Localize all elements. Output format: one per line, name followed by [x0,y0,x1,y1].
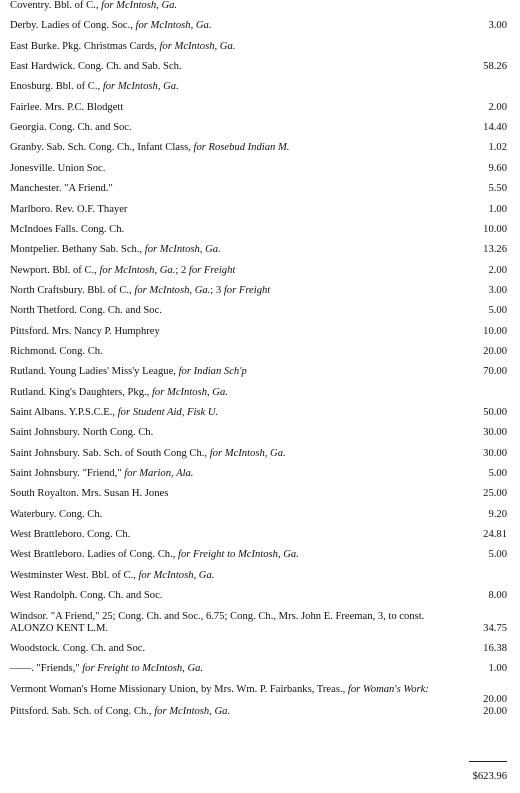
entry-italic-text: for McIntosh, Ga. [134,284,211,296]
entry-plain-text: Newport. Bbl. of C., [10,264,100,276]
entry-description [10,427,448,439]
entry-row [10,468,507,480]
entry-description [10,102,448,114]
entry-row [10,305,507,317]
entry-description [10,549,448,561]
entry-plain-text: Derby. Ladies of Cong. Soc., [10,20,136,32]
entry-amount: 9.60 [488,162,507,174]
entry-plain-text: Granby. Sab. Sch. Cong. Ch., Infant Class, [10,142,194,154]
entry-row [10,570,507,582]
entry-italic-text: for Student Aid, Fisk U. [117,407,219,418]
entry-plain-text: ——. "Friends," [10,663,83,675]
entry-description [10,0,448,12]
entry-plain-text: Manchester. "A Friend." [10,183,113,195]
entry-row [10,427,507,439]
entry-plain-text: North Thetford. Cong. Ch. and Soc. [10,305,162,317]
entry-plain-text: Coventry. Bbl. of C., [10,0,102,11]
entry-amount: 16.38 [483,642,507,654]
entry-amount: 2.00 [488,264,507,276]
entry-row [10,611,507,635]
entry-plain-text: Westminster West. Bbl. of C., [10,569,139,581]
entry-description [10,468,448,480]
entry-description [10,590,448,602]
entry-row [10,183,507,195]
entry-italic-text: for Rosebud Indian M. [193,142,290,154]
entry-description [10,387,448,399]
entry-plain-text: Rutland. Young Ladies' Miss'y League, [10,366,179,378]
pittsford-amount-1: 20.00 [483,693,507,705]
entry-amount: 13.26 [483,244,507,256]
entry-plain-text: Waterbury. Cong. Ch. [10,508,103,520]
entry-description [10,285,448,297]
entry-italic-text: for Freight to McIntosh, Ga. [82,663,204,675]
entry-description [10,163,448,175]
entry-description [10,509,448,521]
entry-amount: 58.26 [483,61,507,73]
entry-plain-text: Saint Albans. Y.P.S.C.E., [10,407,118,418]
entry-plain-text: Woodstock. Cong. Ch. and Soc. [10,642,146,654]
entry-description [10,61,448,73]
entry-plain-text: East Hardwick. Cong. Ch. and Sab. Sch. [10,61,182,73]
entry-amount: 70.00 [483,366,507,378]
entry-row [10,643,507,655]
entry-description [10,305,448,317]
entry-plain-text: Rutland. King's Daughters, Pkg., [10,386,152,398]
entry-plain-text: Saint Johnsbury. North Cong. Ch. [10,427,154,439]
entry-description [10,224,448,236]
entry-plain-text: Windsor. "A Friend," 25; Cong. Ch. and Soc., 6.75; Cong. Ch., Mrs. John E. Freeman, 3, to const. ALONZO KENT L.M. [10,610,425,634]
entry-italic-text: for McIntosh, Ga. [144,244,221,256]
entry-italic-text: for McIntosh, Ga. [138,569,215,581]
entry-plain-text: Enosburg. Bbl. of C., [10,81,103,93]
entry-description [10,142,448,154]
entry-amount: 5.00 [488,468,507,480]
union-italic: for Woman's Work: [347,683,429,695]
entry-amount: 50.00 [483,407,507,418]
entry-description [10,570,448,582]
entry-plain-text: Marlboro. Rev. O.F. Thayer [10,203,128,215]
entry-amount: 30.00 [483,427,507,439]
entry-description [10,41,448,53]
entry-description [10,488,448,500]
entry-italic-text: for Indian Sch'p [178,366,247,378]
entry-italic-text: for McIntosh, Ga. [135,20,212,32]
union-plain: Vermont Woman's Home Missionary Union, by Mrs. Wm. P. Fairbanks, Treas., [10,683,348,695]
entry-plain-text: West Brattleboro. Cong. Ch. [10,529,131,541]
entry-italic-text: for McIntosh, Ga. [102,81,179,93]
total-rule [469,761,507,762]
entry-row [10,204,507,216]
entry-amount: 25.00 [483,488,507,500]
union-description [10,684,448,696]
entry-plain-text: Pittsford. Mrs. Nancy P. Humphrey [10,325,160,337]
entry-description [10,366,448,378]
pittsford-description [10,706,448,718]
entry-row [10,488,507,500]
entry-plain-text: South Royalton. Mrs. Susan H. Jones [10,488,169,500]
entry-description [10,529,448,541]
pittsford-italic: for McIntosh, Ga. [154,705,231,717]
entry-description [10,244,448,256]
entry-plain-text: West Randolph. Cong. Ch. and Soc. [10,590,163,602]
entry-italic-text: for Marion, Ala. [124,468,194,480]
entry-description [10,265,448,277]
entry-row [10,0,507,12]
entry-row [10,163,507,175]
entry-row [10,387,507,399]
entry-description [10,183,448,195]
entry-description [10,81,448,93]
entry-amount: 5.00 [488,549,507,561]
entry-amount: 3.00 [488,284,507,296]
entry-plain-text: West Brattleboro. Ladies of Cong. Ch., [10,549,179,561]
entry-amount: 5.50 [488,183,507,195]
entry-amount: 20.00 [483,345,507,357]
entry-description [10,643,448,655]
entry-amount: 30.00 [483,447,507,459]
entry-amount: 1.02 [488,142,507,154]
entry-plain-text: Richmond. Cong. Ch. [10,345,103,357]
entry-row [10,590,507,602]
entry-row [10,122,507,134]
entry-amount: 10.00 [483,223,507,235]
entry-amount: 10.00 [483,325,507,337]
entry-row [10,407,507,419]
entry-tail-text: ; 2 [175,264,189,276]
pittsford-entry [10,693,507,718]
entry-plain-text: North Craftsbury. Bbl. of C., [10,284,135,296]
entry-italic-text-2: for Freight [188,264,236,276]
entry-description [10,407,448,419]
entry-plain-text: Fairlee. Mrs. P.C. Blodgett [10,101,124,113]
entry-amount: 3.00 [488,20,507,32]
pittsford-amount-2: 20.00 [483,705,507,717]
entry-italic-text: for McIntosh, Ga. [99,264,176,276]
entry-italic-text: for McIntosh, Ga. [151,386,228,398]
entry-description [10,204,448,216]
entry-italic-text: for McIntosh, Ga. [101,0,178,11]
entry-amount: 1.00 [488,663,507,675]
entry-row [10,366,507,378]
entry-plain-text: Montpelier. Bethany Sab. Sch., [10,244,145,256]
entry-row [10,224,507,236]
entry-description [10,663,448,675]
entry-amount: 14.40 [483,122,507,134]
entry-row [10,326,507,338]
entry-description [10,326,448,338]
entry-description [10,122,448,134]
entry-description [10,611,448,635]
entry-italic-text-2: for Freight [223,284,271,296]
entry-plain-text: East Burke. Pkg. Christmas Cards, [10,40,160,52]
entry-row [10,41,507,53]
pittsford-amounts [483,694,507,718]
entry-amount: 9.20 [488,508,507,520]
entry-row [10,102,507,114]
entry-amount: 5.00 [488,305,507,317]
entry-row [10,529,507,541]
entry-amount: 24.81 [483,529,507,541]
entry-italic-text: for Freight to McIntosh, Ga. [178,549,299,561]
entry-italic-text: for McIntosh, Ga. [159,40,236,52]
entry-row [10,81,507,93]
entry-plain-text: Saint Johnsbury. Sab. Sch. of South Cong Ch., [10,447,210,459]
entry-row [10,549,507,561]
entry-row [10,61,507,73]
entry-plain-text: McIndoes Falls. Cong. Ch. [10,223,125,235]
entry-amount: 1.00 [488,203,507,215]
entry-amount: 34.75 [483,622,507,634]
entry-row [10,663,507,675]
entry-plain-text: Georgia. Cong. Ch. and Soc. [10,122,132,134]
grand-total: $623.96 [472,771,507,782]
entry-plain-text: Saint Johnsbury. "Friend," [10,468,125,480]
entry-italic-text: for McIntosh, Ga. [209,447,286,459]
entry-amount: 2.00 [488,101,507,113]
entry-description [10,20,448,32]
pittsford-plain: Pittsford. Sab. Sch. of Cong. Ch., [10,705,155,717]
entry-description [10,346,448,358]
entry-row [10,244,507,256]
entry-row [10,285,507,297]
entry-amount: 8.00 [488,590,507,602]
entry-row [10,448,507,460]
entry-row [10,142,507,154]
entry-row [10,20,507,32]
entry-row [10,509,507,521]
entry-plain-text: Jonesville. Union Soc. [10,162,106,174]
entry-tail-text: ; 3 [210,284,224,296]
union-heading [10,684,507,696]
entry-row [10,265,507,277]
entry-row [10,346,507,358]
entry-description [10,448,448,460]
